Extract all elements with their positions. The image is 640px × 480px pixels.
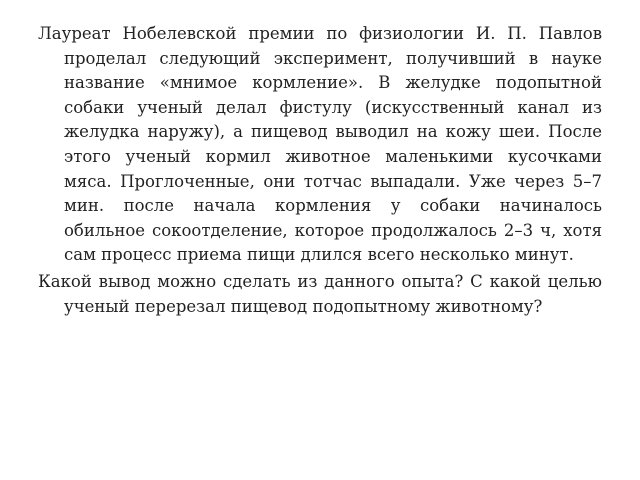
document-body	[38, 22, 602, 319]
question-paragraph: Какой вывод можно сделать из данного опыта? С какой целью ученый перерезал пищевод подопытному животному?	[38, 271, 602, 316]
experiment-description-paragraph: Лауреат Нобелевской премии по физиологии И. П. Павлов проделал следующий эксперимент, получивший в науке название «мнимое кормление». В желудке подопытной собаки ученый делал фистулу (искусственный канал из желудка наружу), а пищевод выводил на кожу шеи. После этого ученый кормил животное маленькими кусочками мяса. Проглоченные, они тотчас выпадали. Уже через 5–7 мин. после начала кормления у собаки начиналось обильное сокоотделение, которое продолжалось 2–3 ч, хотя сам процесс приема пищи длился всего несколько минут.	[38, 24, 602, 265]
